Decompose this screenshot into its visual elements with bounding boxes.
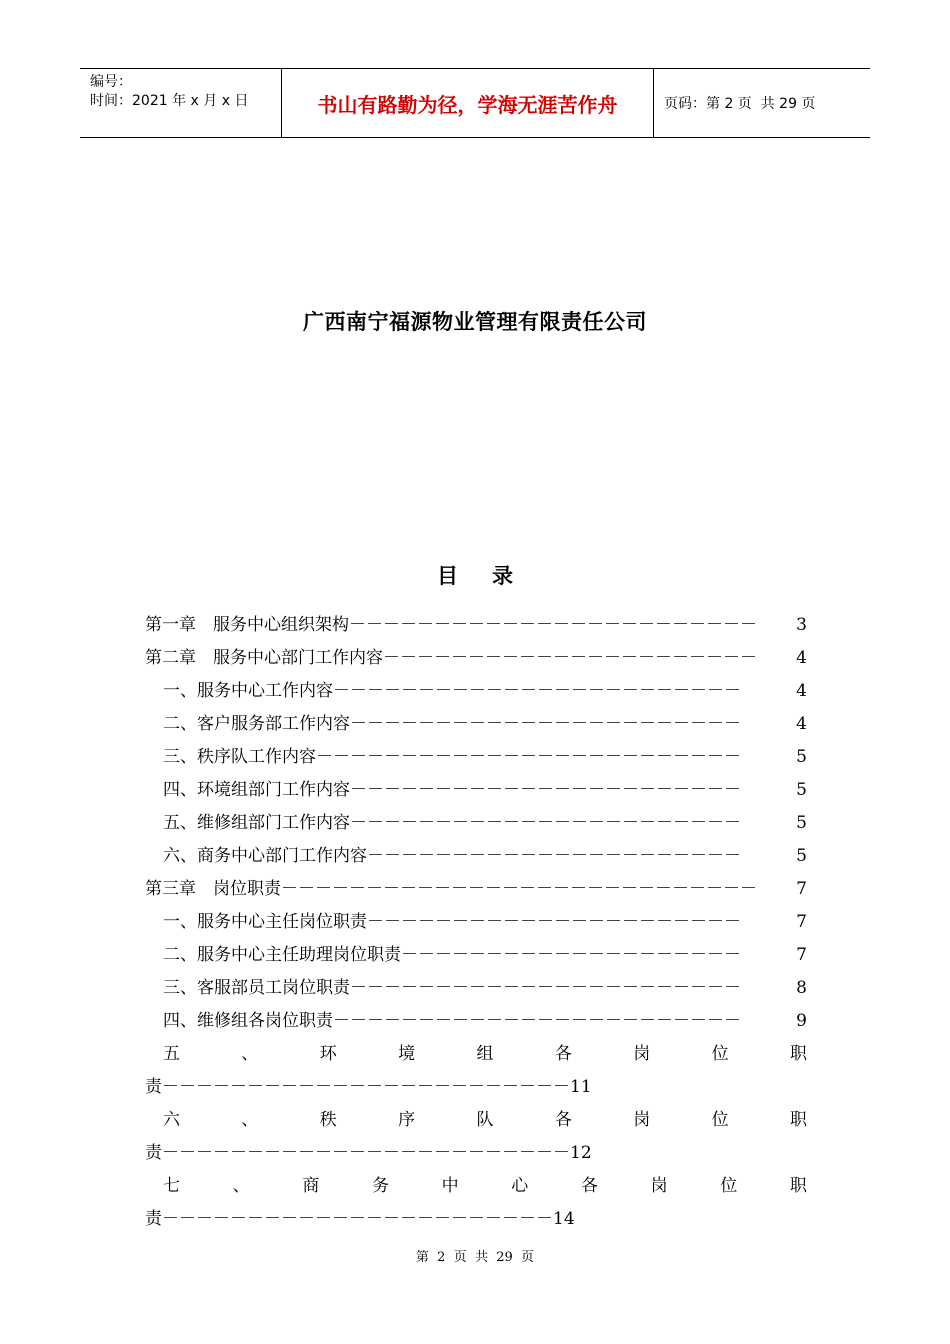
toc-entry[interactable]: 二、客户服务部工作内容－－－－－－－－－－－－－－－－－－－－－－－ 4	[145, 708, 807, 741]
toc-entry[interactable]: 一、服务中心主任岗位职责－－－－－－－－－－－－－－－－－－－－－－ 7	[145, 906, 807, 939]
table-of-contents	[145, 609, 807, 1236]
header-page-info	[654, 69, 870, 137]
toc-page: 5	[796, 813, 807, 833]
toc-entry[interactable]: 第二章 服务中心部门工作内容－－－－－－－－－－－－－－－－－－－－－－ 4	[145, 642, 807, 675]
document-header	[80, 68, 870, 138]
page-info-text: 页码：第 2 页 共 29 页	[664, 96, 816, 112]
toc-entry[interactable]: 一、服务中心工作内容－－－－－－－－－－－－－－－－－－－－－－－－ 4	[145, 675, 807, 708]
toc-entry[interactable]: 三、客服部员工岗位职责－－－－－－－－－－－－－－－－－－－－－－－ 8	[145, 972, 807, 1005]
toc-page: 4	[796, 681, 807, 701]
header-motto: 书山有路勤为径，学海无涯苦作舟	[282, 69, 654, 137]
toc-entry[interactable]: 四、环境组部门工作内容－－－－－－－－－－－－－－－－－－－－－－－ 5	[145, 774, 807, 807]
toc-page: 4	[796, 714, 807, 734]
toc-entry[interactable]: 二、服务中心主任助理岗位职责－－－－－－－－－－－－－－－－－－－－ 7	[145, 939, 807, 972]
company-title: 广西南宁福源物业管理有限责任公司	[303, 310, 647, 334]
toc-entry-continuation[interactable]: 责－－－－－－－－－－－－－－－－－－－－－－－－12	[145, 1143, 592, 1163]
toc-entry-continuation[interactable]: 责－－－－－－－－－－－－－－－－－－－－－－－－11	[145, 1077, 592, 1097]
page-footer	[0, 1246, 950, 1265]
toc-entry-continuation[interactable]: 责－－－－－－－－－－－－－－－－－－－－－－－14	[145, 1209, 575, 1229]
toc-page: 7	[796, 912, 807, 932]
toc-page: 7	[796, 945, 807, 965]
toc-entry[interactable]: 五、维修组部门工作内容－－－－－－－－－－－－－－－－－－－－－－－ 5	[145, 807, 807, 840]
toc-entry[interactable]: 第三章 岗位职责－－－－－－－－－－－－－－－－－－－－－－－－－－－－ 7	[145, 873, 807, 906]
toc-page: 5	[796, 747, 807, 767]
toc-entry-justified[interactable]: 六 、 秩 序 队 各 岗 位 职	[163, 1110, 807, 1130]
toc-page: 8	[796, 978, 807, 998]
toc-title-char-1: 目	[437, 564, 458, 588]
toc-page: 5	[796, 846, 807, 866]
toc-page: 5	[796, 780, 807, 800]
toc-page: 4	[796, 648, 807, 668]
toc-entry-justified[interactable]: 五 、 环 境 组 各 岗 位 职	[163, 1044, 807, 1064]
toc-entry[interactable]: 第一章 服务中心组织架构－－－－－－－－－－－－－－－－－－－－－－－－ 3	[145, 609, 807, 642]
footer-page-number: 第 2 页 共 29 页	[415, 1250, 535, 1265]
toc-entry[interactable]: 三、秩序队工作内容－－－－－－－－－－－－－－－－－－－－－－－－－ 5	[145, 741, 807, 774]
number-label: 编号：	[90, 74, 132, 90]
time-label: 时间：2021 年 x 月 x 日	[90, 93, 249, 109]
toc-title	[0, 560, 950, 590]
toc-page: 9	[796, 1011, 807, 1031]
toc-page: 3	[796, 615, 807, 635]
header-meta	[80, 69, 282, 137]
toc-title-char-2: 录	[492, 564, 513, 588]
toc-entry-justified[interactable]: 七 、 商 务 中 心 各 岗 位 职	[163, 1176, 807, 1196]
toc-entry[interactable]: 六、商务中心部门工作内容－－－－－－－－－－－－－－－－－－－－－－ 5	[145, 840, 807, 873]
toc-entry[interactable]: 四、维修组各岗位职责－－－－－－－－－－－－－－－－－－－－－－－－ 9	[145, 1005, 807, 1038]
toc-page: 7	[796, 879, 807, 899]
